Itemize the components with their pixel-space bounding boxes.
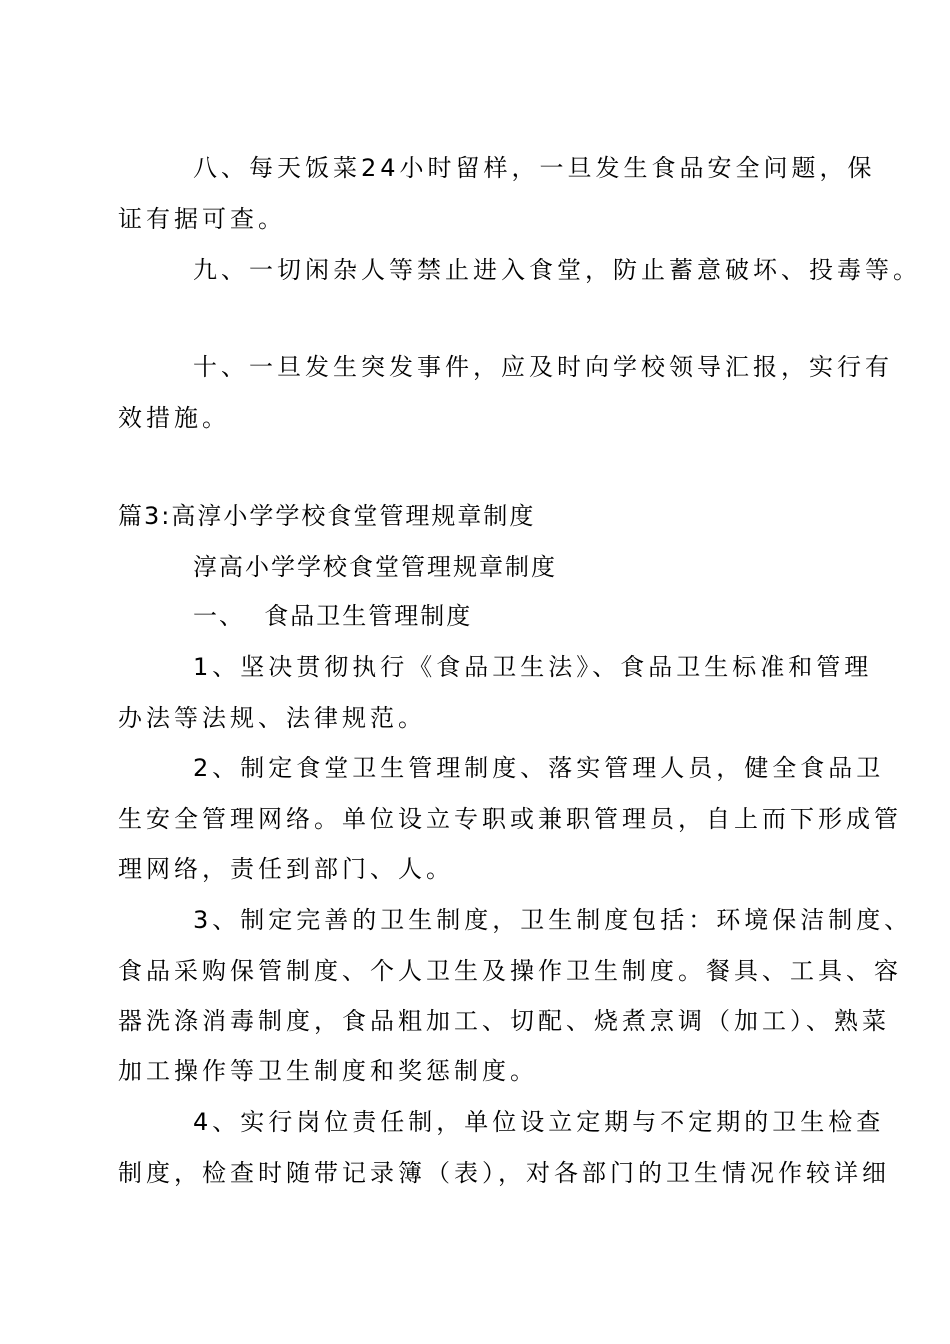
item-2-line-2: 生安全管理网络。单位设立专职或兼职管理员，自上而下形成管 <box>118 805 902 833</box>
paragraph-8-line-1: 八、每天饭菜24小时留样，一旦发生食品安全问题，保 <box>193 154 876 182</box>
item-2-line-1: 2、制定食堂卫生管理制度、落实管理人员，健全食品卫 <box>193 754 885 782</box>
paragraph-8-line-2: 证有据可查。 <box>118 205 286 233</box>
item-3-line-2: 食品采购保管制度、个人卫生及操作卫生制度。餐具、工具、容 <box>118 957 902 985</box>
item-3-line-4: 加工操作等卫生制度和奖惩制度。 <box>118 1057 538 1085</box>
chapter-heading: 一、 食品卫生管理制度 <box>193 602 473 630</box>
item-4-line-2: 制度，检查时随带记录簿（表），对各部门的卫生情况作较详细 <box>118 1159 890 1187</box>
item-1-line-2: 办法等法规、法律规范。 <box>118 704 426 732</box>
paragraph-10-line-2: 效措施。 <box>118 404 230 432</box>
item-3-line-3: 器洗涤消毒制度，食品粗加工、切配、烧煮烹调（加工）、熟菜 <box>118 1007 890 1035</box>
paragraph-10-line-1: 十、一旦发生突发事件，应及时向学校领导汇报，实行有 <box>193 353 893 381</box>
item-2-line-3: 理网络，责任到部门、人。 <box>118 855 454 883</box>
section-heading: 篇3:高淳小学学校食堂管理规章制度 <box>118 502 536 530</box>
item-4-line-1: 4、实行岗位责任制，单位设立定期与不定期的卫生检查 <box>193 1108 885 1136</box>
item-3-line-1: 3、制定完善的卫生制度，卫生制度包括：环境保洁制度、 <box>193 906 913 934</box>
paragraph-9-line-1: 九、一切闲杂人等禁止进入食堂，防止蓄意破坏、投毒等。 <box>193 256 921 284</box>
document-subtitle: 淳高小学学校食堂管理规章制度 <box>193 553 557 581</box>
item-1-line-1: 1、坚决贯彻执行《食品卫生法》、食品卫生标准和管理 <box>193 653 873 681</box>
